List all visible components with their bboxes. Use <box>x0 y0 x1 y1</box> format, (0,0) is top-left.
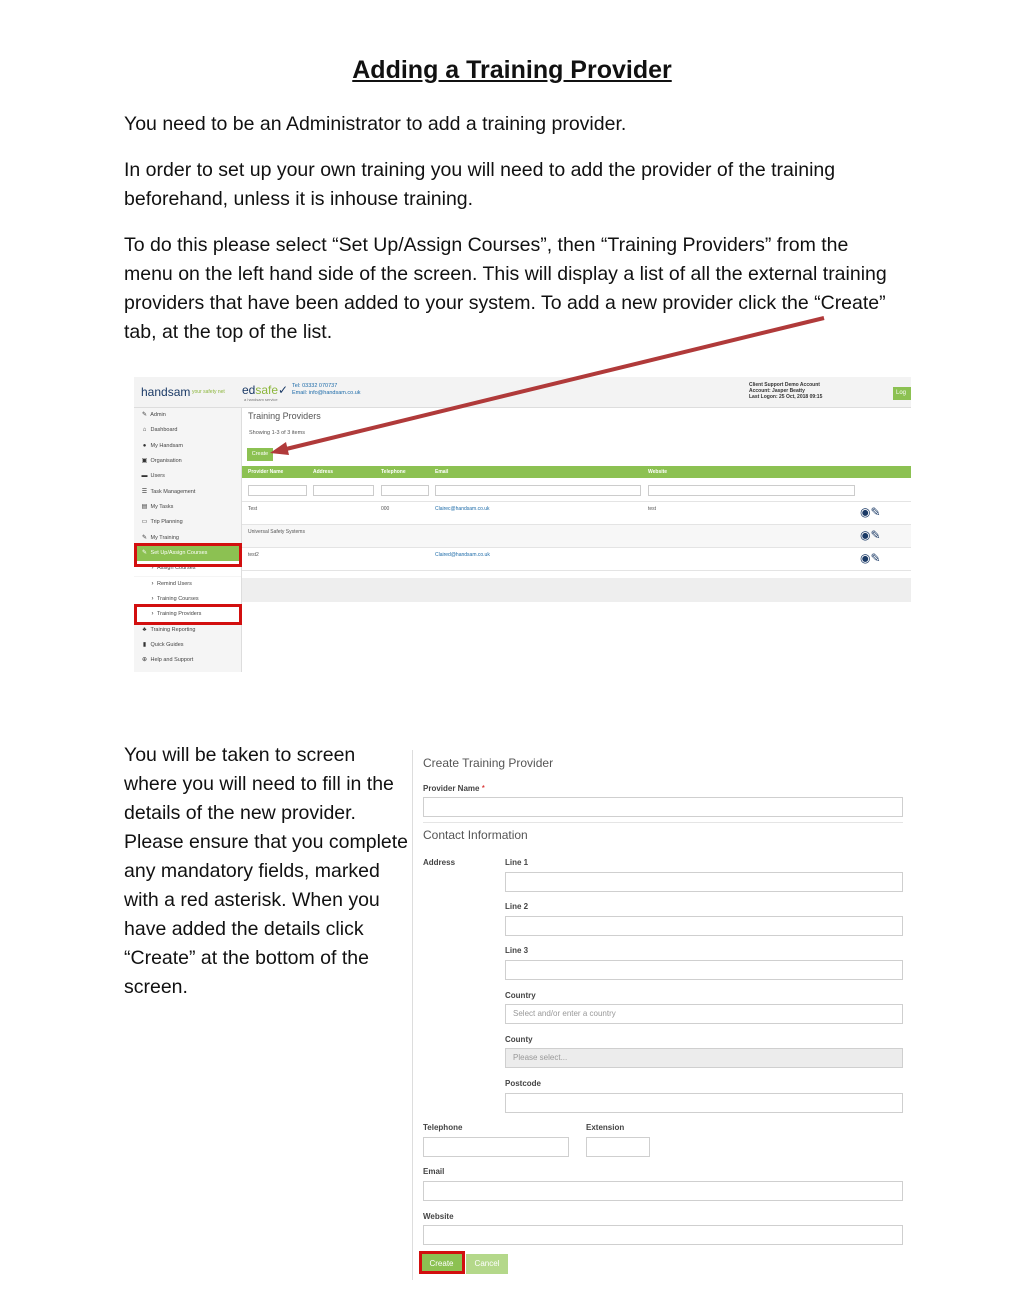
extension-input[interactable] <box>586 1137 650 1157</box>
cell-telephone: 000 <box>381 506 390 512</box>
nav-organisation[interactable]: ▣ Organisation <box>134 454 241 469</box>
address-label: Address <box>423 858 456 867</box>
contact-info: Tel: 03332 070737 Email: info@handsam.co.uk <box>292 383 361 396</box>
email-input[interactable] <box>423 1181 903 1201</box>
col-address[interactable]: Address <box>313 469 334 475</box>
view-icon[interactable]: ◉ <box>860 551 871 565</box>
page-title: Training Providers <box>248 411 321 421</box>
edit-icon[interactable]: ✎ <box>870 505 881 519</box>
edsafe-sub: a handsam service <box>244 397 278 402</box>
view-icon[interactable]: ◉ <box>860 505 871 519</box>
instructions-paragraph: To do this please select “Set Up/Assign Courses”, then “Training Providers” from the menu on the left hand side of the screen. This will display a list of all the external training providers that have been added to your system. To add a new provider click the “Create” tab, at the top of the list. <box>124 234 887 343</box>
line3-label: Line 3 <box>505 946 529 955</box>
extension-label: Extension <box>586 1123 625 1132</box>
nav-training-courses[interactable]: › Training Courses <box>134 592 241 607</box>
col-email[interactable]: Email <box>435 469 449 475</box>
help-icon: ⊕ <box>141 657 148 663</box>
tasks-icon: ▤ <box>141 504 148 510</box>
county-label: County <box>505 1035 533 1044</box>
nav-trip-planning[interactable]: ▭ Trip Planning <box>134 515 241 530</box>
bus-icon: ▭ <box>141 519 148 525</box>
cancel-button[interactable]: Cancel <box>466 1254 508 1274</box>
col-telephone[interactable]: Telephone <box>381 469 406 475</box>
chevron-right-icon: › <box>151 565 154 571</box>
intro-paragraph: You need to be an Administrator to add a training provider. <box>124 113 627 135</box>
create-button[interactable]: Create <box>420 1253 463 1274</box>
country-select[interactable]: Select and/or enter a country <box>505 1004 903 1024</box>
create-button[interactable]: Create <box>247 448 273 461</box>
briefcase-icon: ▣ <box>141 458 148 464</box>
home-icon: ⌂ <box>142 427 147 433</box>
provider-paragraph: In order to set up your own training you will need to add the provider of the training beforehand, unless it is inhouse training. <box>124 159 836 210</box>
pencil-icon: ✎ <box>141 550 148 556</box>
telephone-label: Telephone <box>423 1123 463 1132</box>
nav-admin[interactable]: ✎ Admin <box>134 408 241 423</box>
nav-help-and-support[interactable]: ⊕ Help and Support <box>134 653 241 668</box>
form-instructions-paragraph: You will be taken to screen where you will need to fill in the details of the new provider. Please ensure that you complete any mandatory fields, marked with a red asterisk. When you have added the details click “Create” at the bottom of the screen. <box>124 744 409 998</box>
website-label: Website <box>423 1212 454 1221</box>
line2-label: Line 2 <box>505 902 529 911</box>
address-line2-input[interactable] <box>505 916 903 936</box>
nav-my-training[interactable]: ✎ My Training <box>134 531 241 546</box>
cell-name: Universal Safety Systems <box>248 529 305 535</box>
create-provider-screenshot <box>412 750 903 1280</box>
nav-set-up-assign-courses[interactable]: ✎ Set Up/Assign Courses <box>134 546 241 561</box>
cell-email[interactable]: Clairec@handsam.co.uk <box>435 506 490 512</box>
cell-email[interactable]: Claired@handsam.co.uk <box>435 552 490 558</box>
postcode-input[interactable] <box>505 1093 903 1113</box>
website-input[interactable] <box>423 1225 903 1245</box>
nav-assign-courses[interactable]: › Assign Courses <box>134 561 241 576</box>
nav-task-management[interactable]: ☰ Task Management <box>134 485 241 500</box>
provider-name-label: Provider Name * <box>423 784 485 793</box>
edit-icon[interactable]: ✎ <box>870 528 881 542</box>
sitemap-icon: ♣ <box>142 627 147 633</box>
arrow-shaft <box>282 318 824 450</box>
address-line3-input[interactable] <box>505 960 903 980</box>
pencil-icon: ✎ <box>141 412 148 418</box>
chevron-right-icon: › <box>151 581 154 587</box>
cell-website: test <box>648 506 657 512</box>
col-website[interactable]: Website <box>648 469 668 475</box>
edit-icon[interactable]: ✎ <box>870 551 881 565</box>
divider <box>423 822 903 823</box>
users-icon: ▬ <box>141 473 148 479</box>
brand-tagline: your safety net <box>192 389 225 395</box>
handsam-logo: handsam <box>141 385 191 399</box>
county-select[interactable]: Please select... <box>505 1048 903 1068</box>
nav-quick-guides[interactable]: ▮ Quick Guides <box>134 638 241 653</box>
nav-users[interactable]: ▬ Users <box>134 469 241 484</box>
arrow-head <box>270 442 289 455</box>
chevron-right-icon: › <box>151 611 154 617</box>
logout-button[interactable]: Log <box>893 387 911 400</box>
list-icon: ☰ <box>141 489 148 495</box>
nav-my-handsam[interactable]: ● My Handsam <box>134 439 241 454</box>
email-label: Email <box>423 1167 445 1176</box>
provider-name-input[interactable] <box>423 797 903 817</box>
user-icon: ● <box>142 443 147 449</box>
pencil-icon: ✎ <box>141 535 148 541</box>
highlight-create-button <box>419 1251 465 1274</box>
col-provider-name[interactable]: Provider Name <box>248 469 284 475</box>
chevron-right-icon: › <box>151 596 154 602</box>
items-count: Showing 1-3 of 3 items <box>249 430 305 436</box>
form-title: Create Training Provider <box>423 756 554 770</box>
nav-remind-users[interactable]: › Remind Users <box>134 577 241 592</box>
nav-training-providers[interactable]: › Training Providers <box>134 607 241 622</box>
nav-training-reporting[interactable]: ♣ Training Reporting <box>134 623 241 638</box>
account-info: Client Support Demo Account Account: Jasper Beatty Last Logon: 25 Oct, 2018 09:15 <box>749 382 823 400</box>
contact-heading: Contact Information <box>423 828 528 842</box>
nav-dashboard[interactable]: ⌂ Dashboard <box>134 423 241 438</box>
cell-name: test2 <box>248 552 259 558</box>
document-title: Adding a Training Provider <box>352 56 672 84</box>
postcode-label: Postcode <box>505 1079 542 1088</box>
cell-name: Test <box>248 506 258 512</box>
view-icon[interactable]: ◉ <box>860 528 871 542</box>
country-label: Country <box>505 991 536 1000</box>
line1-label: Line 1 <box>505 858 529 867</box>
telephone-input[interactable] <box>423 1137 569 1157</box>
edsafe-logo: edsafe✓ <box>242 383 289 397</box>
nav-my-tasks[interactable]: ▤ My Tasks <box>134 500 241 515</box>
address-line1-input[interactable] <box>505 872 903 892</box>
book-icon: ▮ <box>142 642 147 648</box>
